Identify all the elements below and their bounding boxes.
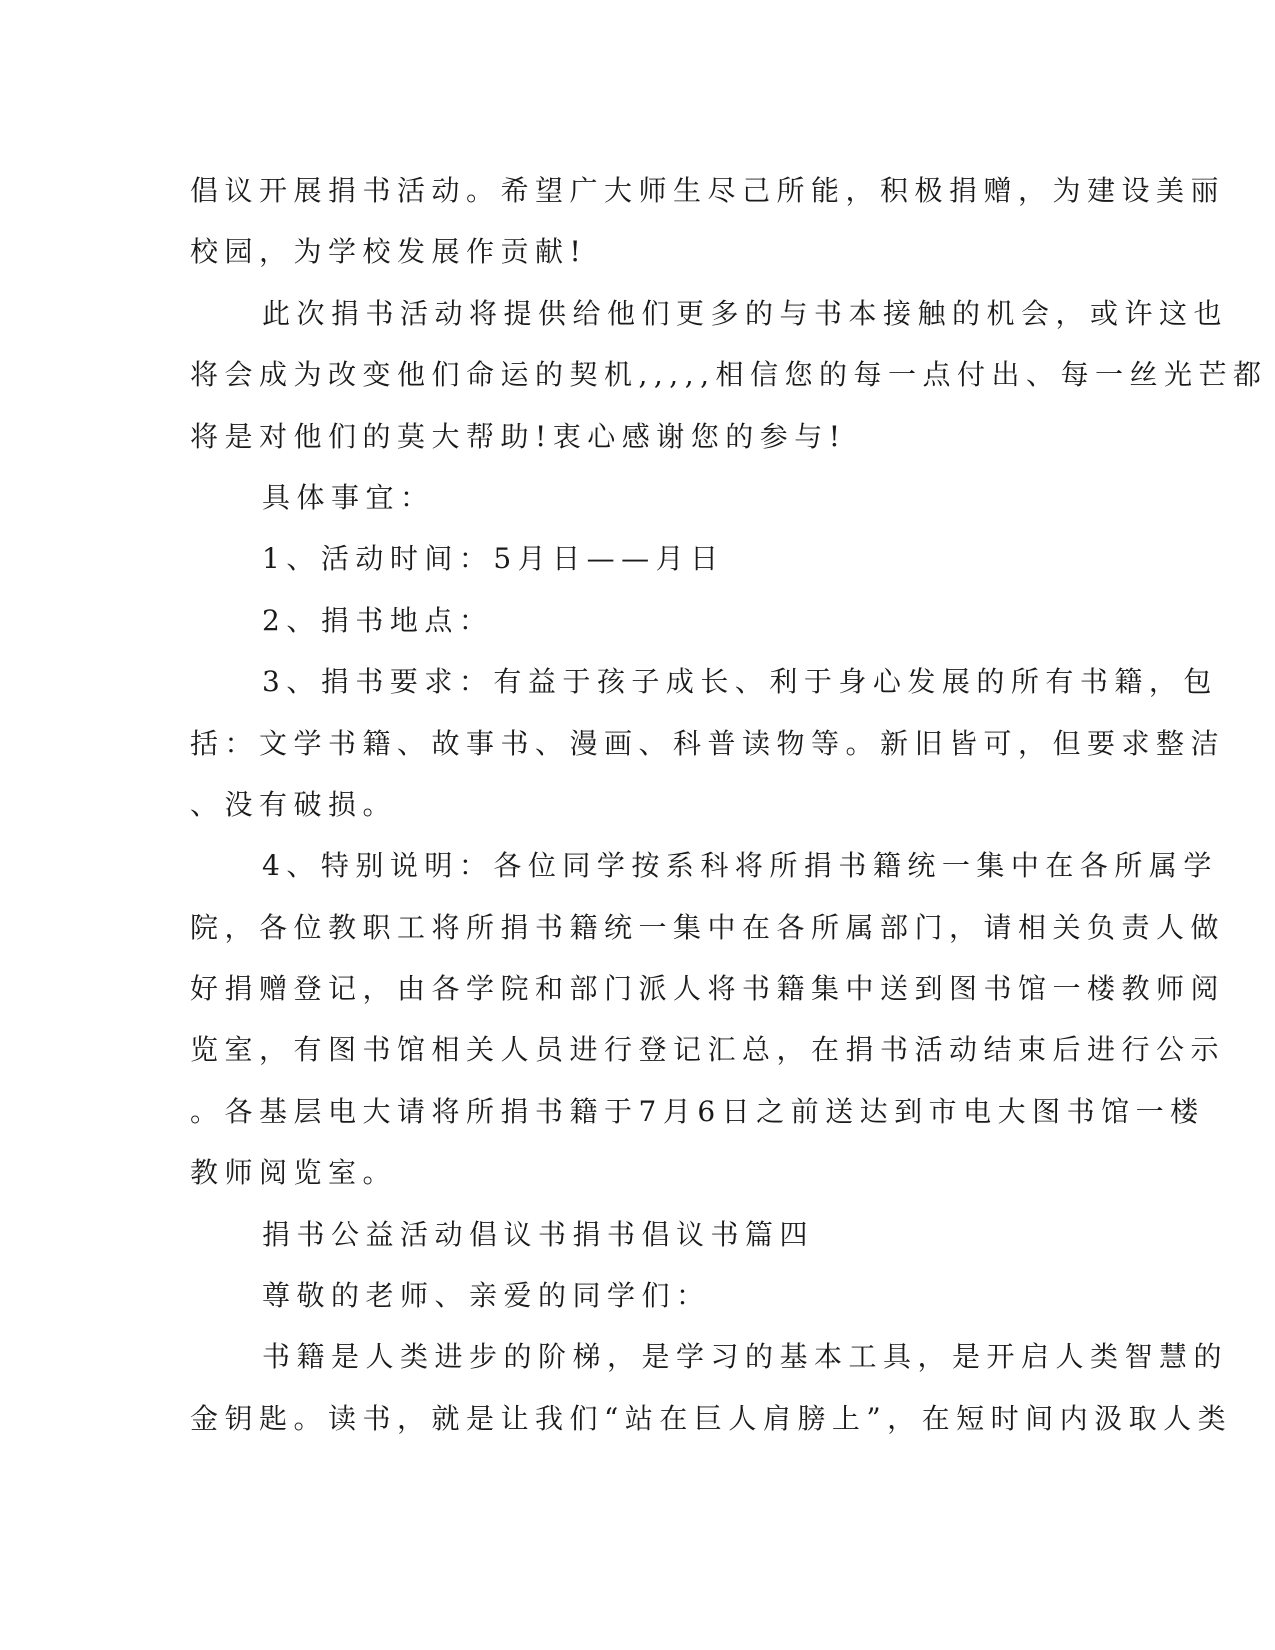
list-item-location: 2、捐书地点： <box>262 603 494 637</box>
section-title: 捐书公益活动倡议书捐书倡议书篇四 <box>262 1217 815 1251</box>
paragraph-start-line: 此次捐书活动将提供给他们更多的与书本接触的机会，或许这也 <box>262 296 1229 330</box>
text-line: 校园，为学校发展作贡献! <box>190 235 588 269</box>
list-item-requirements: 3、捐书要求：有益于孩子成长、利于身心发展的所有书籍，包 <box>262 665 1218 699</box>
text-line: 院，各位教职工将所捐书籍统一集中在各所属部门，请相关负责人做 <box>190 910 1226 944</box>
text-line: 、没有破损。 <box>190 787 398 821</box>
salutation: 尊敬的老师、亲爱的同学们： <box>262 1279 711 1313</box>
text-line: 览室，有图书馆相关人员进行登记汇总，在捐书活动结束后进行公示 <box>190 1033 1226 1067</box>
paragraph-start-line: 书籍是人类进步的阶梯，是学习的基本工具，是开启人类智慧的 <box>262 1340 1229 1374</box>
text-line: 倡议开展捐书活动。希望广大师生尽己所能，积极捐赠，为建设美丽 <box>190 174 1226 207</box>
text-line: 将会成为改变他们命运的契机,,,,,相信您的每一点付出、每一丝光芒都 <box>190 358 1268 392</box>
text-line: 。各基层电大请将所捐书籍于7月6日之前送达到市电大图书馆一楼 <box>190 1094 1205 1128</box>
text-line: 将是对他们的莫大帮助!衷心感谢您的参与! <box>190 419 847 453</box>
list-item-time: 1、活动时间：5月日——月日 <box>262 542 725 576</box>
document-body <box>190 160 1268 1449</box>
text-line: 金钥匙。读书，就是让我们“站在巨人肩膀上”，在短时间内汲取人类 <box>190 1401 1233 1435</box>
text-line: 括：文学书籍、故事书、漫画、科普读物等。新旧皆可，但要求整洁 <box>190 726 1226 760</box>
text-line: 教师阅览室。 <box>190 1156 398 1190</box>
list-item-notes: 4、特别说明：各位同学按系科将所捐书籍统一集中在各所属学 <box>262 849 1218 883</box>
section-heading: 具体事宜： <box>262 480 435 514</box>
text-line: 好捐赠登记，由各学院和部门派人将书籍集中送到图书馆一楼教师阅 <box>190 972 1226 1006</box>
